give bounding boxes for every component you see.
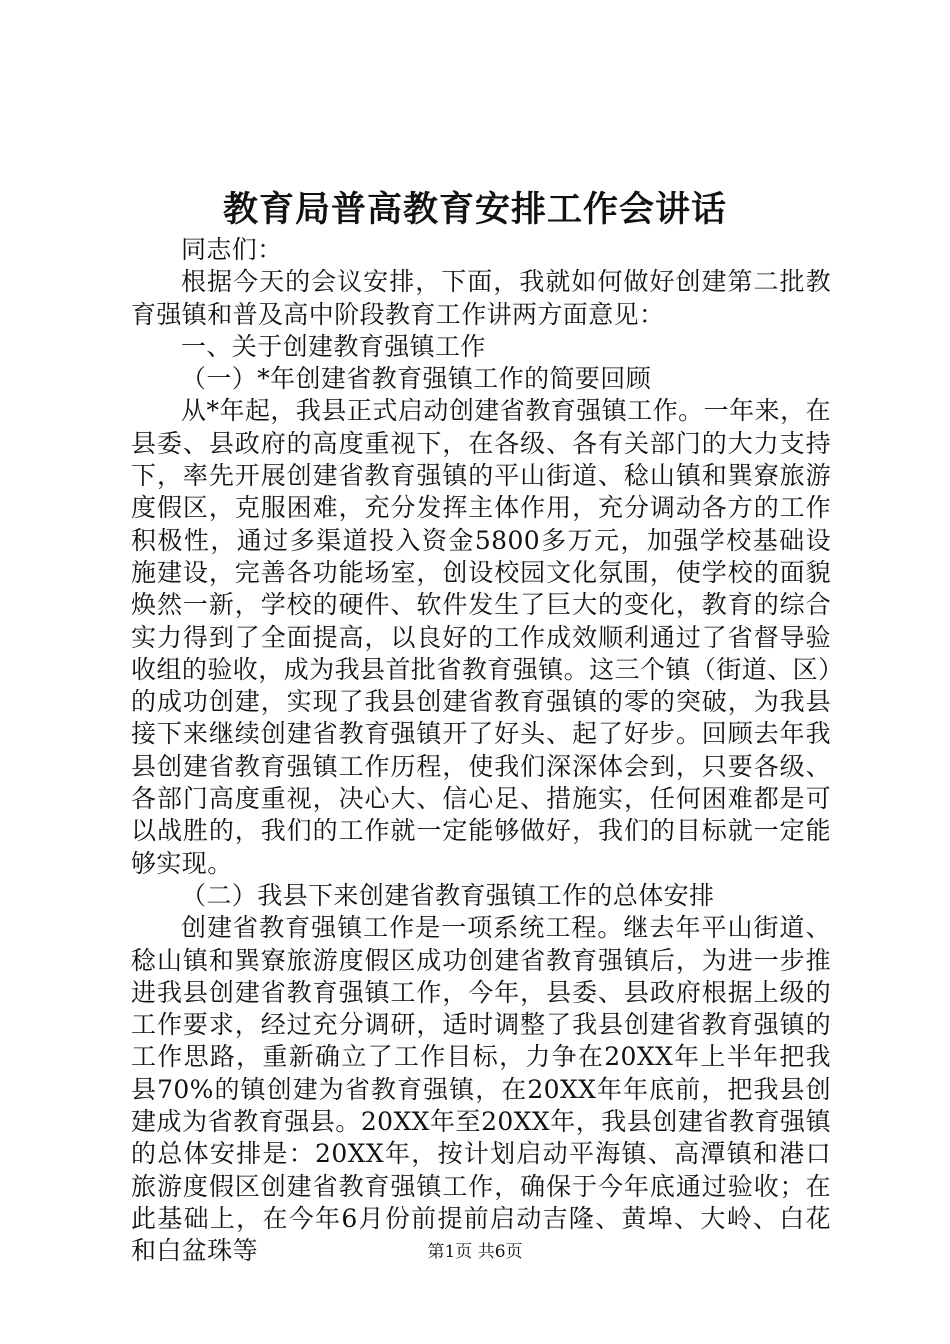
- paragraph-review: 从*年起，我县正式启动创建省教育强镇工作。一年来，在县委、县政府的高度重视下，在各级、各有关部门的大力支持下，率先开展创建省教育强镇的平山街道、稔山镇和巽寮旅游度假区，克服困难，充分发挥主体作用，充分调动各方的工作积极性，通过多渠道投入资金5800多万元，加强学校基础设施建设，完善各功能场室，创设校园文化氛围，使学校的面貌焕然一新，学校的硬件、软件发生了巨大的变化，教育的综合实力得到了全面提高，以良好的工作成效顺利通过了省督导验收组的验收，成为我县首批省教育强镇。这三个镇（街道、区）的成功创建，实现了我县创建省教育强镇的零的突破，为我县接下来继续创建省教育强镇开了好头、起了好步。回顾去年我县创建省教育强镇工作历程，使我们深深体会到，只要各级、各部门高度重视，决心大、信心足、措施实，任何困难都是可以战胜的，我们的工作就一定能够做好，我们的目标就一定能够实现。: [131, 396, 831, 878]
- subsection-heading-2: （二）我县下来创建省教育强镇工作的总体安排: [181, 880, 715, 910]
- document-body: [131, 234, 831, 1268]
- subsection-heading-1: （一）*年创建省教育强镇工作的简要回顾: [181, 364, 652, 394]
- section-heading-1: 一、关于创建教育强镇工作: [181, 331, 486, 361]
- page-number-footer: 第1页 共6页: [427, 1242, 523, 1262]
- paragraph-intro: 根据今天的会议安排，下面，我就如何做好创建第二批教育强镇和普及高中阶段教育工作讲两方面意见：: [131, 267, 831, 329]
- paragraph-plan: 创建省教育强镇工作是一项系统工程。继去年平山街道、稔山镇和巽寮旅游度假区成功创建省教育强镇后，为进一步推进我县创建省教育强镇工作，今年，县委、县政府根据上级的工作要求，经过充分调研，适时调整了我县创建省教育强镇的工作思路，重新确立了工作目标，力争在20XX年上半年把我县70%的镇创建为省教育强镇，在20XX年年底前，把我县创建成为省教育强县。20XX年至20XX年，我县创建省教育强镇的总体安排是：20XX年，按计划启动平海镇、高潭镇和港口旅游度假区创建省教育强镇工作，确保于今年底通过验收；在此基础上，在今年6月份前提前启动吉隆、黄埠、大岭、白花和白盆珠等: [131, 913, 831, 1266]
- document-title: 教育局普高教育安排工作会讲话: [222, 189, 727, 230]
- paragraph-greeting: 同志们：: [181, 235, 283, 264]
